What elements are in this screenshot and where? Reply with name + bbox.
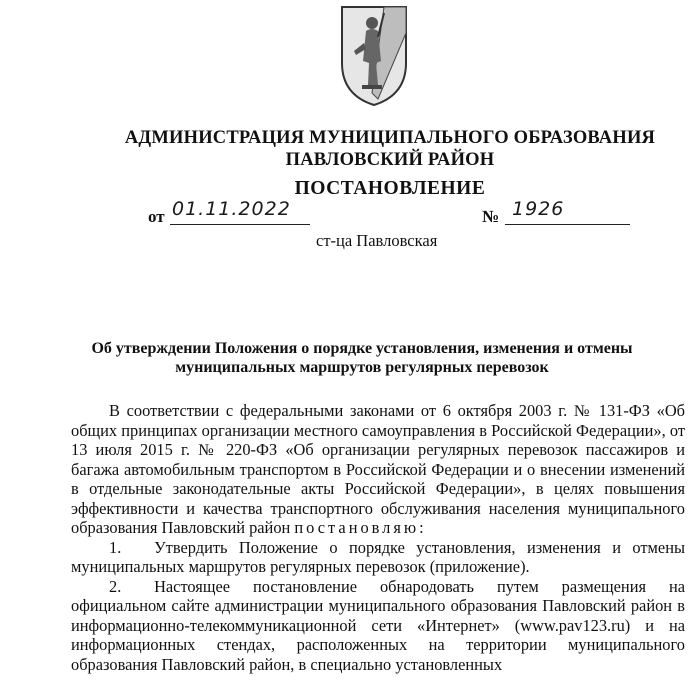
date-label: от — [148, 207, 165, 226]
intro-paragraph — [71, 401, 685, 538]
item-1: 1. Утвердить Положение о порядке установления, изменения и отмены муниципальных маршрутов регулярных перевозок (приложение). — [71, 537, 685, 576]
number-label: № — [482, 207, 500, 226]
place-of-issue: ст-ца Павловская — [316, 231, 438, 250]
date-value: 01.11.2022 — [172, 198, 291, 220]
intro-text: В соответствии с федеральными законами от 6 октября 2003 г. № 131-ФЗ «Об общих принципах организации местного самоуправления в Российской Федерации», от 13 июля 2015 г. № 220-ФЗ «Об организации регулярных перевозок пассажиров и багажа автомобильным транспортом в Российской Федерации и о внесении изменений в отдельные законодательные акты Российской Федерации», в целях повышения эффективности и качества транспортного обслуживания населения муниципального образования Павловский район — [71, 401, 685, 537]
subject-line1: Об утверждении Положения о порядке установления, изменения и отмены — [91, 340, 633, 357]
subject-line2: муниципальных маршрутов регулярных перевозок — [175, 359, 549, 376]
document-body — [71, 401, 685, 674]
item-2: 2. Настоящее постановление обнародовать путем размещения на официальном сайте администрации муниципального образования Павловский район в информационно-телекоммуникационной сети «Интернет» (www.pav123.ru) и на информационных стендах, расположенных на территории муниципального образования Павловский район, в специально установленных — [71, 576, 685, 674]
organization-name-line1: АДМИНИСТРАЦИЯ МУНИЦИПАЛЬНОГО ОБРАЗОВАНИЯ — [124, 128, 656, 148]
number-value: 1926 — [512, 198, 565, 220]
document-type: ПОСТАНОВЛЕНИЕ — [294, 178, 486, 199]
decree-word: постановляю: — [294, 518, 427, 537]
coat-of-arms-icon — [338, 3, 410, 108]
organization-name-line2: ПАВЛОВСКИЙ РАЙОН — [285, 150, 495, 170]
